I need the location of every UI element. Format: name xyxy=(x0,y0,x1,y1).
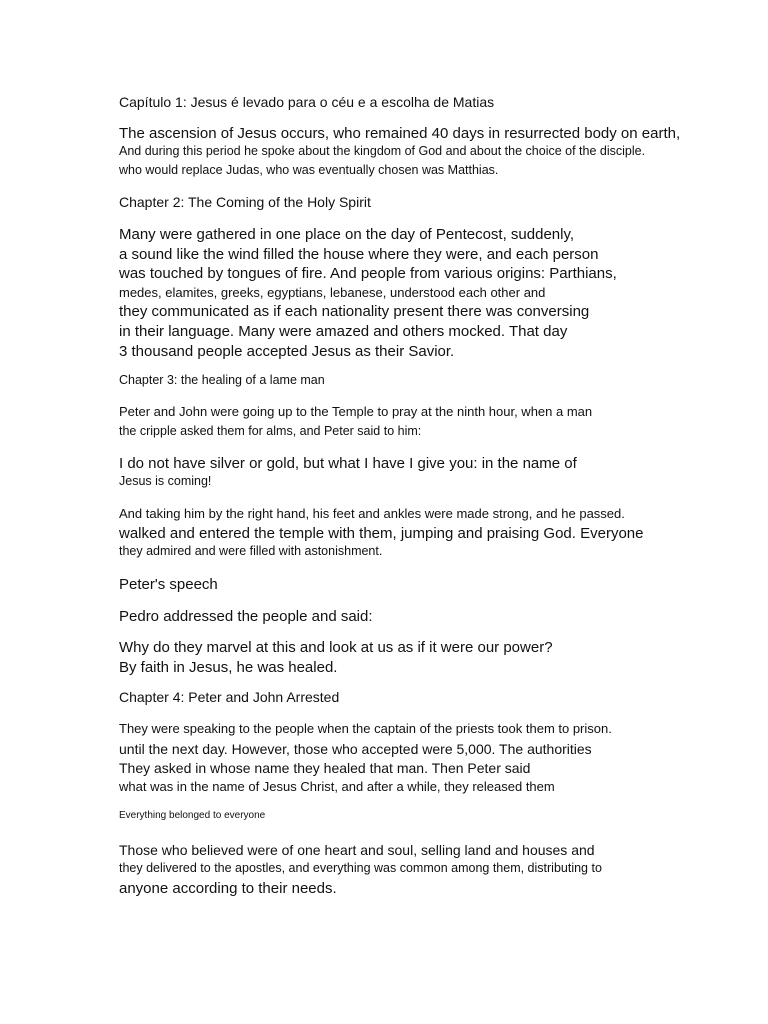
text-line: Those who believed were of one heart and soul, selling land and houses and xyxy=(119,842,595,858)
text-line: Many were gathered in one place on the day of Pentecost, suddenly, xyxy=(119,226,575,243)
text-line: I do not have silver or gold, but what I have I give you: in the name of xyxy=(119,455,577,472)
chapter-3-heading: Chapter 3: the healing of a lame man xyxy=(119,373,325,387)
section-heading: Everything belonged to everyone xyxy=(119,810,266,821)
text-line: walked and entered the temple with them, jumping and praising God. Everyone xyxy=(119,525,644,542)
peters-speech-heading: Peter's speech xyxy=(119,576,218,593)
text-line: who would replace Judas, who was eventually chosen was Matthias. xyxy=(119,163,499,177)
text-line: what was in the name of Jesus Christ, and after a while, they released them xyxy=(119,779,555,794)
text-line: And taking him by the right hand, his feet and ankles were made strong, and he passed. xyxy=(119,506,625,521)
chapter-4-heading: Chapter 4: Peter and John Arrested xyxy=(119,689,340,705)
text-line: they admired and were filled with astonishment. xyxy=(119,544,383,558)
text-line: Peter and John were going up to the Temple to pray at the ninth hour, when a man xyxy=(119,404,593,419)
text-line: And during this period he spoke about the kingdom of God and about the choice of the disciple. xyxy=(119,144,646,158)
chapter-1-heading: Capítulo 1: Jesus é levado para o céu e a escolha de Matias xyxy=(119,94,495,110)
text-line: until the next day. However, those who accepted were 5,000. The authorities xyxy=(119,741,592,757)
text-line: a sound like the wind filled the house where they were, and each person xyxy=(119,246,599,263)
text-line: they delivered to the apostles, and everything was common among them, distributing to xyxy=(119,861,602,875)
text-line: They were speaking to the people when the captain of the priests took them to prison. xyxy=(119,721,612,736)
text-line: 3 thousand people accepted Jesus as their Savior. xyxy=(119,343,455,360)
text-line: They asked in whose name they healed that man. Then Peter said xyxy=(119,760,531,776)
text-line: By faith in Jesus, he was healed. xyxy=(119,659,338,676)
chapter-2-heading: Chapter 2: The Coming of the Holy Spirit xyxy=(119,194,371,210)
text-line: The ascension of Jesus occurs, who remained 40 days in resurrected body on earth, xyxy=(119,125,681,142)
text-line: in their language. Many were amazed and others mocked. That day xyxy=(119,323,568,340)
text-line: Why do they marvel at this and look at us as if it were our power? xyxy=(119,639,553,656)
text-line: Pedro addressed the people and said: xyxy=(119,608,373,625)
text-line: the cripple asked them for alms, and Peter said to him: xyxy=(119,424,422,438)
text-line: anyone according to their needs. xyxy=(119,880,337,897)
text-line: was touched by tongues of fire. And people from various origins: Parthians, xyxy=(119,265,617,282)
text-line: medes, elamites, greeks, egyptians, lebanese, understood each other and xyxy=(119,285,546,300)
text-line: Jesus is coming! xyxy=(119,474,212,488)
text-line: they communicated as if each nationality present there was conversing xyxy=(119,303,590,320)
